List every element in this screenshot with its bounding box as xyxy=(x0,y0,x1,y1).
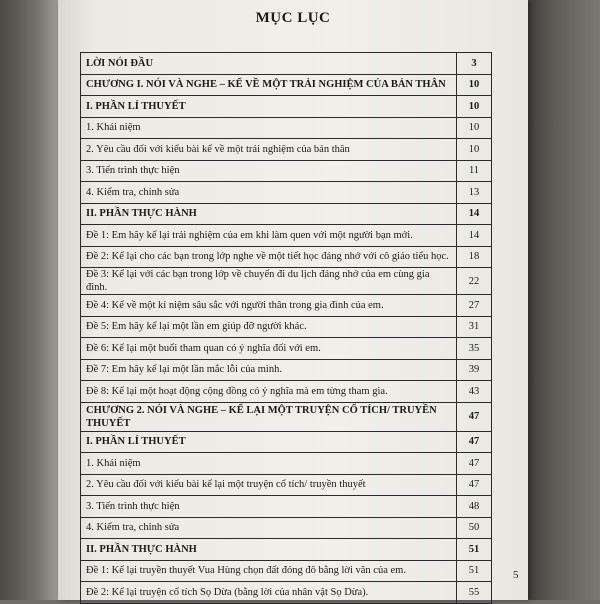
toc-entry-text: I. PHẦN LÍ THUYẾT xyxy=(81,431,457,453)
toc-entry-text: 1. Khái niệm xyxy=(81,453,457,475)
page-number: 5 xyxy=(513,569,519,581)
toc-row xyxy=(81,182,492,204)
toc-entry-text: Đề 2: Kể lại truyện cổ tích Sọ Dừa (bằng lời của nhân vật Sọ Dừa). xyxy=(81,582,457,604)
toc-entry-text: 2. Yêu cầu đối với kiểu bài kể về một trải nghiệm của bản thân xyxy=(81,139,457,161)
toc-entry-page: 31 xyxy=(457,316,492,338)
toc-entry-text: Đề 2: Kể lại cho các bạn trong lớp nghe về một tiết học đáng nhớ với cô giáo tiểu học. xyxy=(81,246,457,268)
toc-row xyxy=(81,381,492,403)
toc-entry-page: 51 xyxy=(457,560,492,582)
toc-entry-text: Đề 1: Kể lại truyền thuyết Vua Hùng chọn đất đóng đô bằng lời văn của em. xyxy=(81,560,457,582)
toc-entry-text: Đề 6: Kể lại một buổi tham quan có ý nghĩa đối với em. xyxy=(81,338,457,360)
toc-entry-text: Đề 8: Kể lại một hoạt động cộng đồng có ý nghĩa mà em từng tham gia. xyxy=(81,381,457,403)
background-right xyxy=(528,0,600,600)
toc-entry-page: 47 xyxy=(457,402,492,431)
toc-row xyxy=(81,338,492,360)
toc-entry-page: 10 xyxy=(457,96,492,118)
toc-row xyxy=(81,203,492,225)
toc-row xyxy=(81,517,492,539)
toc-entry-text: 2. Yêu cầu đối với kiểu bài kể lại một truyện cổ tích/ truyền thuyết xyxy=(81,474,457,496)
toc-entry-page: 14 xyxy=(457,203,492,225)
toc-entry-page: 14 xyxy=(457,225,492,247)
toc-entry-text: 1. Khái niệm xyxy=(81,117,457,139)
toc-row xyxy=(81,160,492,182)
toc-entry-page: 47 xyxy=(457,431,492,453)
toc-entry-text: 4. Kiểm tra, chỉnh sửa xyxy=(81,182,457,204)
toc-entry-page: 47 xyxy=(457,474,492,496)
toc-entry-page: 55 xyxy=(457,582,492,604)
toc-row xyxy=(81,117,492,139)
toc-entry-page: 11 xyxy=(457,160,492,182)
toc-entry-page: 10 xyxy=(457,139,492,161)
toc-entry-text: Đề 3: Kể lại với các bạn trong lớp về chuyến đi du lịch đáng nhớ của em cùng gia đình. xyxy=(81,268,457,295)
toc-entry-text: CHƯƠNG 2. NÓI VÀ NGHE – KỂ LẠI MỘT TRUYỆN CỔ TÍCH/ TRUYỀN THUYẾT xyxy=(81,402,457,431)
toc-entry-text: Đề 7: Em hãy kể lại một lần mắc lỗi của mình. xyxy=(81,359,457,381)
toc-row xyxy=(81,246,492,268)
toc-entry-page: 47 xyxy=(457,453,492,475)
toc-row xyxy=(81,139,492,161)
toc-entry-page: 18 xyxy=(457,246,492,268)
toc-row xyxy=(81,453,492,475)
toc-entry-text: I. PHẦN LÍ THUYẾT xyxy=(81,96,457,118)
toc-entry-page: 13 xyxy=(457,182,492,204)
toc-entry-page: 48 xyxy=(457,496,492,518)
toc-row xyxy=(81,474,492,496)
toc-row xyxy=(81,402,492,431)
book-page xyxy=(58,0,528,600)
toc-entry-text: 4. Kiểm tra, chỉnh sửa xyxy=(81,517,457,539)
toc-row xyxy=(81,295,492,317)
toc-entry-page: 10 xyxy=(457,117,492,139)
page-title: MỤC LỤC xyxy=(255,10,331,26)
toc-entry-page: 27 xyxy=(457,295,492,317)
toc-row xyxy=(81,496,492,518)
toc-entry-text: Đề 5: Em hãy kể lại một lần em giúp đỡ người khác. xyxy=(81,316,457,338)
toc-entry-page: 10 xyxy=(457,74,492,96)
toc-entry-text: 3. Tiến trình thực hiện xyxy=(81,160,457,182)
toc-row xyxy=(81,268,492,295)
toc-row xyxy=(81,539,492,561)
toc-row xyxy=(81,431,492,453)
toc-row xyxy=(81,96,492,118)
toc-entry-text: II. PHẦN THỰC HÀNH xyxy=(81,539,457,561)
toc-row xyxy=(81,53,492,75)
toc-entry-text: CHƯƠNG I. NÓI VÀ NGHE – KỂ VỀ MỘT TRẢI NGHIỆM CỦA BẢN THÂN xyxy=(81,74,457,96)
toc-row xyxy=(81,74,492,96)
toc-entry-page: 35 xyxy=(457,338,492,360)
toc-entry-text: Đề 1: Em hãy kể lại trải nghiệm của em khi làm quen với một người bạn mới. xyxy=(81,225,457,247)
toc-entry-page: 22 xyxy=(457,268,492,295)
toc-row xyxy=(81,359,492,381)
toc-entry-page: 3 xyxy=(457,53,492,75)
toc-entry-page: 50 xyxy=(457,517,492,539)
toc-entry-text: LỜI NÓI ĐẦU xyxy=(81,53,457,75)
toc-entry-text: Đề 4: Kể về một kỉ niệm sâu sắc với người thân trong gia đình của em. xyxy=(81,295,457,317)
table-of-contents xyxy=(80,52,492,604)
toc-row xyxy=(81,560,492,582)
toc-row xyxy=(81,316,492,338)
toc-row xyxy=(81,225,492,247)
toc-entry-text: II. PHẦN THỰC HÀNH xyxy=(81,203,457,225)
toc-entry-page: 43 xyxy=(457,381,492,403)
toc-entry-text: 3. Tiến trình thực hiện xyxy=(81,496,457,518)
toc-entry-page: 39 xyxy=(457,359,492,381)
toc-entry-page: 51 xyxy=(457,539,492,561)
